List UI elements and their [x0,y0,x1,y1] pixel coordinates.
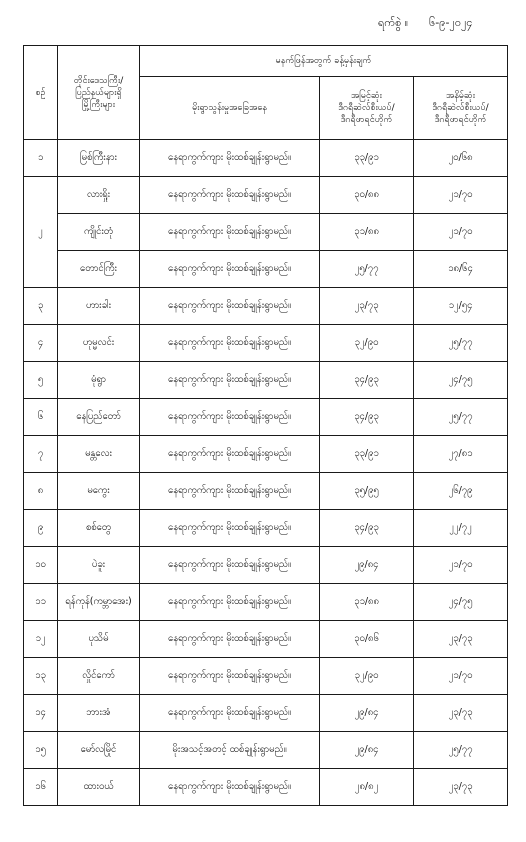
header-max-line-2: ဒီဂရီဆဲလ်စီးယပ်/ [338,103,395,113]
table-row [24,621,508,658]
table-row [24,214,508,251]
date-value: ၆-၉-၂၀၂၄ [429,16,473,29]
max-temp-cell: ၂၉/၈၄ [320,732,414,769]
condition-cell: နေရာကွက်ကျား မိုးထစ်ချုန်းရွာမည်။ [140,436,320,473]
table-row [24,547,508,584]
city-cell: မြစ်ကြီးနား [58,140,140,177]
serial-no-cell: ၁ [24,140,58,177]
city-cell: ပုသိမ် [58,621,140,658]
min-temp-cell: ၂၀/၆၈ [414,140,508,177]
header-serial-no: စဉ် [24,46,58,140]
header-max-temp [320,77,414,140]
max-temp-cell: ၃၄/၉၃ [320,362,414,399]
min-temp-cell: ၂၅/၇၇ [414,732,508,769]
city-cell: ဘားအံ [58,695,140,732]
min-temp-cell: ၂၆/၇၉ [414,473,508,510]
header-min-line-2: ဒီဂရီဆဲလ်စီးယပ်/ [432,103,489,113]
serial-no-cell: ၃ [24,288,58,325]
max-temp-cell: ၃၁/၈၈ [320,214,414,251]
condition-cell: နေရာကွက်ကျား မိုးထစ်ချုန်းရွာမည်။ [140,288,320,325]
city-cell: ပဲခူး [58,547,140,584]
city-cell: ထားဝယ် [58,769,140,806]
city-cell: မန္တလေး [58,436,140,473]
serial-no-cell: ၁၄ [24,695,58,732]
serial-no-cell: ၁၂ [24,621,58,658]
table-row [24,288,508,325]
max-temp-cell: ၃၁/၈၈ [320,584,414,621]
condition-cell: နေရာကွက်ကျား မိုးထစ်ချုန်းရွာမည်။ [140,695,320,732]
max-temp-cell: ၂၃/၇၃ [320,288,414,325]
table-row [24,325,508,362]
max-temp-cell: ၃၀/၈၈ [320,177,414,214]
city-cell: မော်လမြိုင် [58,732,140,769]
min-temp-cell: ၂၁/၇၀ [414,658,508,695]
min-temp-cell: ၂၃/၇၃ [414,695,508,732]
min-temp-cell: ၁၈/၆၄ [414,251,508,288]
min-temp-cell: ၁၂/၅၄ [414,288,508,325]
header-region-line-1: တိုင်းဒေသကြီး/ [73,75,124,86]
min-temp-cell: ၂၁/၇၀ [414,547,508,584]
max-temp-cell: ၃၂/၉၀ [320,325,414,362]
table-row [24,140,508,177]
min-temp-cell: ၂၅/၇၇ [414,325,508,362]
condition-cell: နေရာကွက်ကျား မိုးထစ်ချုန်းရွာမည်။ [140,399,320,436]
serial-no-cell: ၆ [24,399,58,436]
header-forecast-group: မနက်ဖြန်အတွက် ခန့်မှန်းချက် [140,46,508,77]
min-temp-cell: ၂၄/၇၅ [414,584,508,621]
table-row [24,510,508,547]
city-cell: မုံရွာ [58,362,140,399]
forecast-body [24,140,508,806]
table-row [24,251,508,288]
header-rain-condition: မိုးရွာသွန်းမှုအခြေအနေ [140,77,320,140]
max-temp-cell: ၂၅/၇၇ [320,251,414,288]
city-cell: တောင်ကြီး [58,251,140,288]
city-cell: လားရှိုး [58,177,140,214]
header-max-line-1: အမြင့်ဆုံး [351,91,382,101]
condition-cell: နေရာကွက်ကျား မိုးထစ်ချုန်းရွာမည်။ [140,769,320,806]
table-row [24,177,508,214]
city-cell: ဟုမ္မလင်း [58,325,140,362]
table-row [24,473,508,510]
header-max-line-3: ဒီဂရီဖာရင်ဟိုက် [340,115,393,125]
serial-no-cell: ၁၁ [24,584,58,621]
serial-no-cell: ၁၀ [24,547,58,584]
header-region-line-2: ပြည်နယ်များရှိ [75,87,122,98]
min-temp-cell: ၂၅/၇၇ [414,399,508,436]
table-row [24,769,508,806]
max-temp-cell: ၃၂/၉၀ [320,658,414,695]
max-temp-cell: ၃၄/၉၃ [320,399,414,436]
condition-cell: နေရာကွက်ကျား မိုးထစ်ချုန်းရွာမည်။ [140,473,320,510]
header-region-line-3: မြို့ကြီးများ [81,99,116,110]
condition-cell: နေရာကွက်ကျား မိုးထစ်ချုန်းရွာမည်။ [140,621,320,658]
city-cell: ရန်ကုန်(ကမ္ဘာအေး) [58,584,140,621]
serial-no-cell: ၉ [24,510,58,547]
max-temp-cell: ၃၀/၈၆ [320,621,414,658]
condition-cell: နေရာကွက်ကျား မိုးထစ်ချုန်းရွာမည်။ [140,214,320,251]
table-row [24,695,508,732]
date-line [378,16,473,32]
city-cell: ကျိုင်းတုံ [58,214,140,251]
header-min-line-1: အနိမ့်ဆုံး [445,91,476,101]
table-row [24,732,508,769]
condition-cell: နေရာကွက်ကျား မိုးထစ်ချုန်းရွာမည်။ [140,177,320,214]
condition-cell: နေရာကွက်ကျား မိုးထစ်ချုန်းရွာမည်။ [140,547,320,584]
forecast-table [23,45,508,806]
min-temp-cell: ၂၂/၇၂ [414,510,508,547]
table-row [24,584,508,621]
city-cell: မကွေး [58,473,140,510]
max-temp-cell: ၂၈/၈၂ [320,769,414,806]
min-temp-cell: ၂၄/၇၅ [414,362,508,399]
city-cell: နေပြည်တော် [58,399,140,436]
max-temp-cell: ၂၉/၈၄ [320,547,414,584]
serial-no-cell: ၄ [24,325,58,362]
city-cell: စစ်တွေ [58,510,140,547]
condition-cell: နေရာကွက်ကျား မိုးထစ်ချုန်းရွာမည်။ [140,658,320,695]
serial-no-cell: ၁၃ [24,658,58,695]
city-cell: လှိုင်ကော် [58,658,140,695]
table-row [24,399,508,436]
serial-no-cell: ၁၆ [24,769,58,806]
min-temp-cell: ၂၇/၈၁ [414,436,508,473]
header-region [58,46,140,140]
condition-cell: နေရာကွက်ကျား မိုးထစ်ချုန်းရွာမည်။ [140,510,320,547]
table-row [24,436,508,473]
serial-no-cell: ၅ [24,362,58,399]
table-row [24,658,508,695]
min-temp-cell: ၂၃/၇၃ [414,769,508,806]
max-temp-cell: ၃၄/၉၃ [320,510,414,547]
condition-cell: နေရာကွက်ကျား မိုးထစ်ချုန်းရွာမည်။ [140,325,320,362]
header-min-temp [414,77,508,140]
condition-cell: နေရာကွက်ကျား မိုးထစ်ချုန်းရွာမည်။ [140,251,320,288]
max-temp-cell: ၃၃/၉၁ [320,140,414,177]
serial-no-cell: ၈ [24,473,58,510]
min-temp-cell: ၂၁/၇၀ [414,214,508,251]
min-temp-cell: ၂၃/၇၃ [414,621,508,658]
condition-cell: နေရာကွက်ကျား မိုးထစ်ချုန်းရွာမည်။ [140,584,320,621]
serial-no-cell: ၇ [24,436,58,473]
condition-cell: နေရာကွက်ကျား မိုးထစ်ချုန်းရွာမည်။ [140,362,320,399]
serial-no-cell: ၁၅ [24,732,58,769]
header-min-line-3: ဒီဂရီဖာရင်ဟိုက် [434,115,487,125]
date-label: ရက်စွဲ ။ [378,16,409,29]
serial-no-cell: ၂ [24,177,58,288]
condition-cell: နေရာကွက်ကျား မိုးထစ်ချုန်းရွာမည်။ [140,140,320,177]
max-temp-cell: ၃၅/၉၅ [320,473,414,510]
city-cell: ဟားခါး [58,288,140,325]
max-temp-cell: ၃၃/၉၁ [320,436,414,473]
condition-cell: မိုးအသင့်အတင့် ထစ်ချုန်းရွာမည်။ [140,732,320,769]
table-row [24,362,508,399]
min-temp-cell: ၂၁/၇၀ [414,177,508,214]
max-temp-cell: ၂၉/၈၄ [320,695,414,732]
